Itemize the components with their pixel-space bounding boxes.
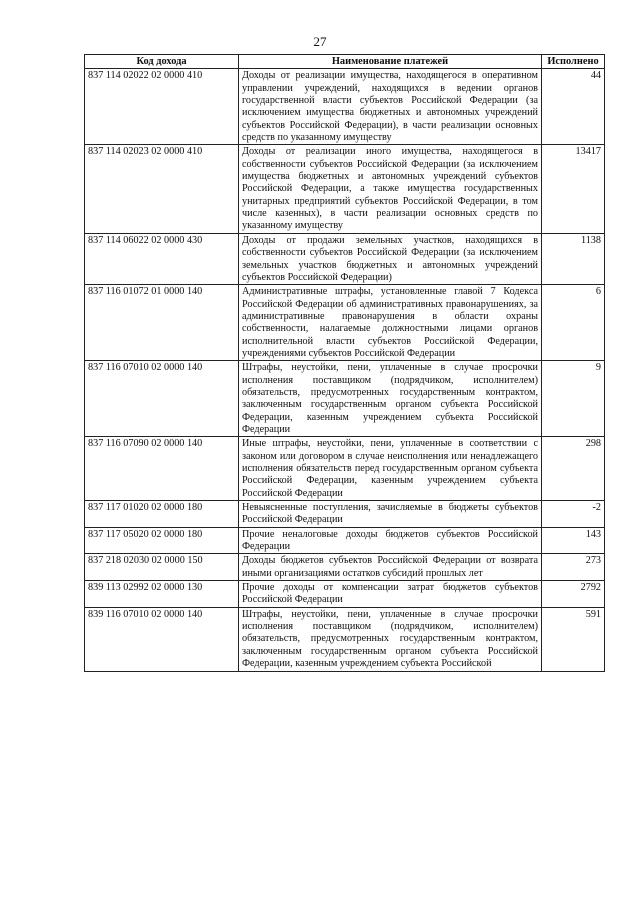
row-name: Доходы от реализации имущества, находящегося в оперативном управлении учреждений, находящихся в ведении органов государственной власти субъектов Российской Федерации (за исключением имущества бюджетных и автономных учреждений субъектов Российской Федерации), в части реализации основных средств по указанному имуществу: [239, 69, 542, 145]
header-code: Код дохода: [85, 55, 239, 69]
row-executed: -2: [542, 501, 605, 528]
row-executed: 273: [542, 554, 605, 581]
table-row: [85, 581, 605, 608]
row-code: 837 117 05020 02 0000 180: [85, 527, 239, 554]
revenue-table: [84, 54, 605, 672]
row-executed: 6: [542, 285, 605, 361]
row-executed: 143: [542, 527, 605, 554]
header-executed: Исполнено: [542, 55, 605, 69]
table-row: [85, 145, 605, 233]
row-executed: 13417: [542, 145, 605, 233]
row-code: 837 116 01072 01 0000 140: [85, 285, 239, 361]
row-name: Доходы бюджетов субъектов Российской Федерации от возврата иными организациями остатков субсидий прошлых лет: [239, 554, 542, 581]
row-executed: 2792: [542, 581, 605, 608]
row-name: Штрафы, неустойки, пени, уплаченные в случае просрочки исполнения поставщиком (подрядчиком, исполнителем) обязательств, предусмотренных государственным контрактом, заключенным государственным органом субъекта Российской Федерации, казенным учреждением субъекта Российской Федерации: [239, 361, 542, 437]
row-name: Прочие неналоговые доходы бюджетов субъектов Российской Федерации: [239, 527, 542, 554]
table-row: [85, 607, 605, 671]
row-executed: 1138: [542, 233, 605, 284]
row-name: Иные штрафы, неустойки, пени, уплаченные в соответствии с законом или договором в случае неисполнения или ненадлежащего исполнения обязательств перед государственным органом субъекта Российской Федерации, казенным учреждением субъекта Российской Федерации: [239, 437, 542, 501]
row-executed: 298: [542, 437, 605, 501]
table-row: [85, 437, 605, 501]
row-executed: 44: [542, 69, 605, 145]
table-row: [85, 233, 605, 284]
row-name: Невыясненные поступления, зачисляемые в бюджеты субъектов Российской Федерации: [239, 501, 542, 528]
header-name: Наименование платежей: [239, 55, 542, 69]
row-code: 837 114 02022 02 0000 410: [85, 69, 239, 145]
row-name: Прочие доходы от компенсации затрат бюджетов субъектов Российской Федерации: [239, 581, 542, 608]
page-number: 27: [313, 34, 327, 49]
row-code: 837 116 07090 02 0000 140: [85, 437, 239, 501]
row-code: 839 113 02992 02 0000 130: [85, 581, 239, 608]
row-code: 837 114 06022 02 0000 430: [85, 233, 239, 284]
row-name: Административные штрафы, установленные главой 7 Кодекса Российской Федерации об административных правонарушениях, за административные правонарушения в области охраны собственности, налагаемые должностными лицами органов исполнительной власти субъектов Российской Федерации, учреждениями субъектов Российской Федерации: [239, 285, 542, 361]
table-row: [85, 69, 605, 145]
row-code: 837 117 01020 02 0000 180: [85, 501, 239, 528]
table-header-row: [85, 55, 605, 69]
row-code: 837 218 02030 02 0000 150: [85, 554, 239, 581]
table-row: [85, 527, 605, 554]
table-row: [85, 554, 605, 581]
row-name: Доходы от реализации иного имущества, находящегося в собственности субъектов Российской Федерации (за исключением имущества бюджетных и автономных учреждений субъектов Российской Федерации, а также имущества государственных унитарных предприятий субъектов Российской Федерации, в том числе казенных), в части реализации основных средств по указанному имуществу: [239, 145, 542, 233]
table-row: [85, 361, 605, 437]
row-code: 837 114 02023 02 0000 410: [85, 145, 239, 233]
table-row: [85, 501, 605, 528]
table-row: [85, 285, 605, 361]
row-name: Доходы от продажи земельных участков, находящихся в собственности субъектов Российской Федерации (за исключением земельных участков бюджетных и автономных учреждений субъектов Российской Федерации): [239, 233, 542, 284]
row-code: 839 116 07010 02 0000 140: [85, 607, 239, 671]
row-executed: 9: [542, 361, 605, 437]
row-name: Штрафы, неустойки, пени, уплаченные в случае просрочки исполнения поставщиком (подрядчиком, исполнителем) обязательств, предусмотренных государственным контрактом, заключенным государственным органом субъекта Российской Федерации, казенным учреждением субъекта Российской: [239, 607, 542, 671]
row-executed: 591: [542, 607, 605, 671]
row-code: 837 116 07010 02 0000 140: [85, 361, 239, 437]
